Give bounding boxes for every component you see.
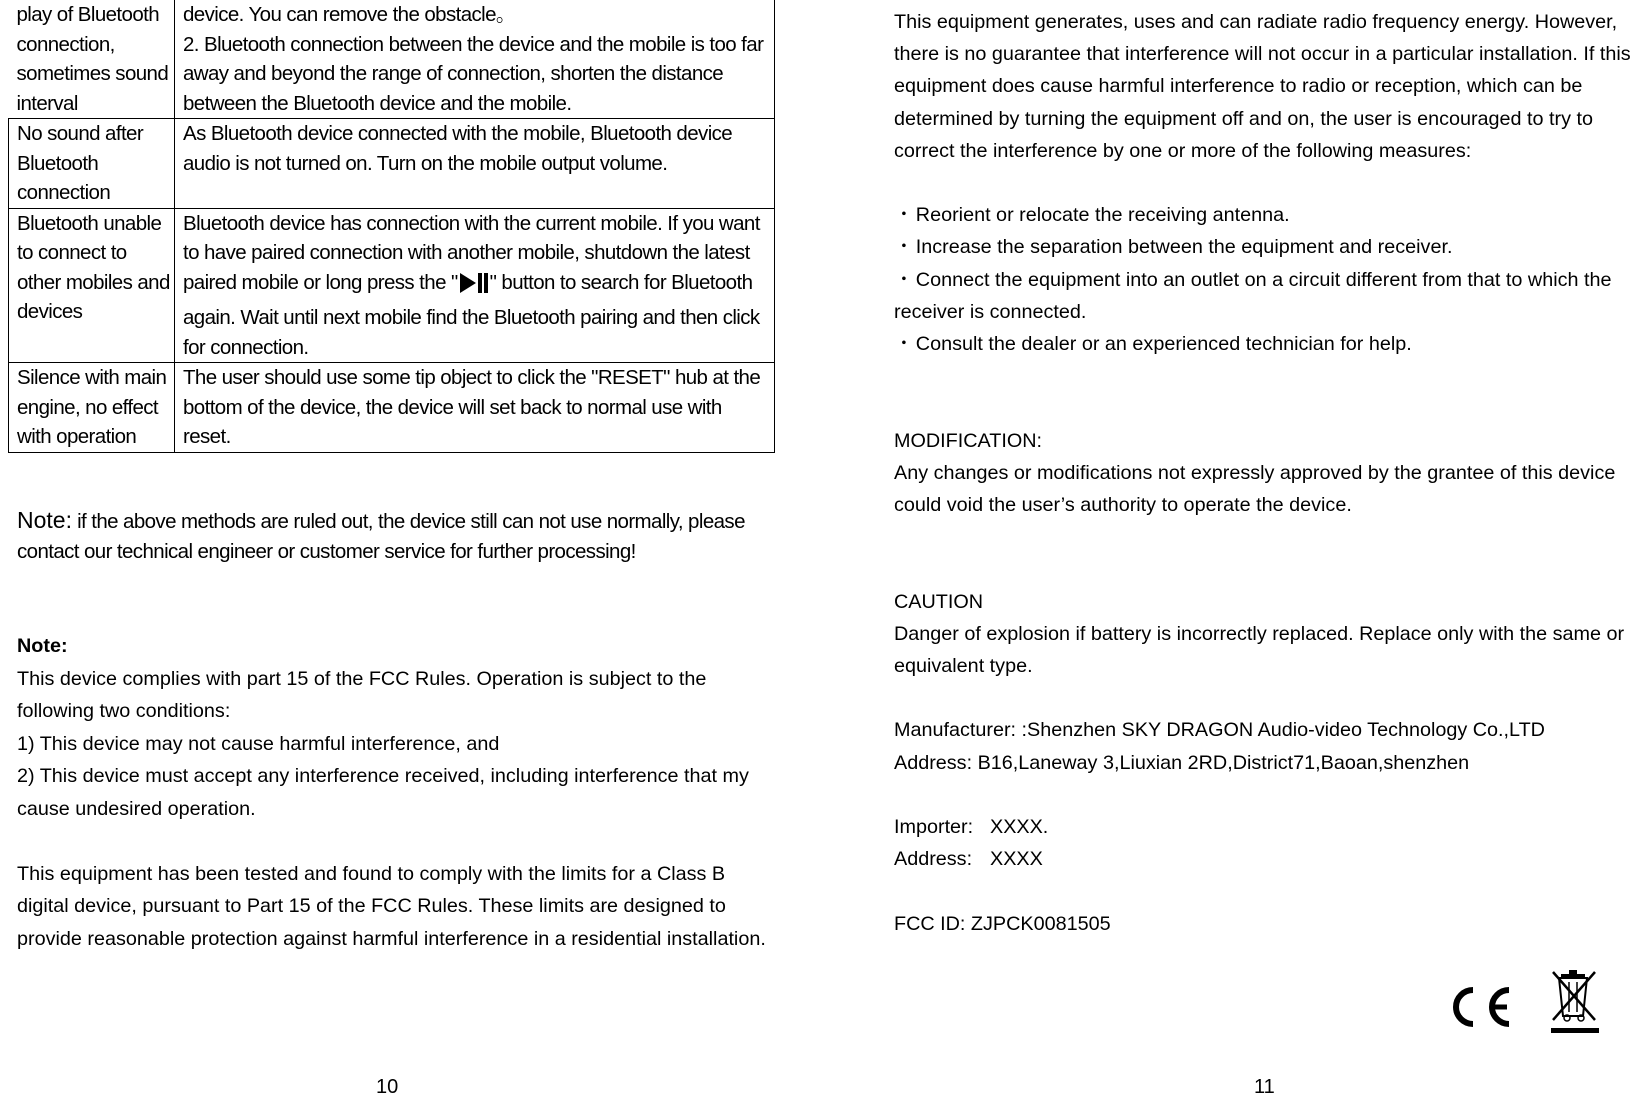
manufacturer-value: :Shenzhen SKY DRAGON Audio-video Technology Co.,LTD	[1016, 719, 1545, 742]
weee-crossed-bin-icon	[1547, 966, 1603, 1041]
problem-cell: play of Bluetooth connection, sometimes sound interval	[9, 0, 175, 119]
solution-text-after: " button to search for Bluetooth again. Wait until next mobile find the Bluetooth pairing and then click for connection.	[183, 270, 760, 359]
page-number: 11	[1254, 1076, 1275, 1098]
problem-cell: No sound after Bluetooth connection	[9, 119, 175, 209]
fcc-class-b-statement: This equipment has been tested and found to comply with the limits for a Class B digital device, pursuant to Part 15 of the FCC Rules. These limits are designed to provide reasonable protection against harmful interference in a residential installation.	[17, 862, 766, 950]
note-text: if the above methods are ruled out, the device still can not use normally, please contact our technical engineer or customer service for further processing!	[17, 510, 745, 563]
solution-cell: device. You can remove the obstacle。 2. Bluetooth connection between the device and the mobile is too far away and beyond the range of connection, shorten the distance between the Bluetooth device and the mobile.	[175, 0, 775, 119]
measure-item: ・ Increase the separation between the equipment and receiver.	[894, 231, 1634, 263]
right-page	[800, 0, 1636, 1101]
problem-cell: Silence with main engine, no effect with operation	[9, 363, 175, 453]
modification-heading: MODIFICATION:	[894, 429, 1042, 452]
importer-label: Importer:	[894, 815, 974, 838]
address-label: Address:	[894, 848, 973, 871]
solution-text-before: Bluetooth device has connection with the current mobile. If you want to have paired connection with another mobile, shutdown the latest paired mobile or long press the "	[183, 211, 760, 294]
note-label: Note:	[17, 507, 72, 533]
address-value: XXXX	[990, 848, 1043, 871]
fcc-note-heading: Note:	[17, 635, 68, 657]
manufacturer-address-line	[894, 747, 1634, 779]
manufacturer-label: Manufacturer:	[894, 719, 1017, 742]
table-row	[9, 0, 775, 119]
importer-address-line	[894, 843, 1634, 875]
ce-mark	[1441, 984, 1513, 1035]
caution-heading: CAUTION	[894, 590, 984, 613]
measure-item: ・ Connect the equipment into an outlet on a circuit different from that to which the receiver is connected.	[894, 264, 1634, 328]
fcc-intro: This device complies with part 15 of the FCC Rules. Operation is subject to the following two conditions:	[17, 667, 707, 722]
fcc-compliance-section	[17, 630, 777, 955]
interference-statement: This equipment generates, uses and can radiate radio frequency energy. However, there is no guarantee that interference will not occur in a particular installation. If this equipment does cause harmful interference to radio or reception, which can be determined by turning the equipment off and on, the user is encouraged to try to correct the interference by one or more of the following measures:	[894, 11, 1631, 162]
address-value: B16,Laneway 3,Liuxian 2RD,District71,Baoan,shenzhen	[972, 751, 1470, 774]
problem-cell: Bluetooth unable to connect to other mobiles and devices	[9, 208, 175, 363]
table-row	[9, 208, 775, 363]
importer-value: XXXX.	[990, 815, 1049, 838]
measure-item: ・ Reorient or relocate the receiving antenna.	[894, 199, 1634, 231]
fcc-id: FCC ID: ZJPCK0081505	[894, 912, 1111, 935]
measure-item: ・ Consult the dealer or an experienced technician for help.	[894, 328, 1634, 360]
fcc-condition-2: 2) This device must accept any interference received, including interference that my cause undesired operation.	[17, 765, 749, 820]
modification-text: Any changes or modifications not expressly approved by the grantee of this device could void the user’s authority to operate the device.	[894, 461, 1616, 516]
caution-text: Danger of explosion if battery is incorrectly replaced. Replace only with the same or equivalent type.	[894, 622, 1625, 677]
solution-cell: As Bluetooth device connected with the mobile, Bluetooth device audio is not turned on. Turn on the mobile output volume.	[175, 119, 775, 209]
fcc-condition-1: 1) This device may not cause harmful interference, and	[17, 732, 500, 755]
right-page-text	[894, 6, 1634, 940]
importer-line	[894, 811, 1634, 843]
manufacturer-line	[894, 714, 1634, 746]
solution-cell: The user should use some tip object to click the "RESET" hub at the bottom of the device, the device will set back to normal use with reset.	[175, 363, 775, 453]
table-row	[9, 119, 775, 209]
table-row	[9, 363, 775, 453]
solution-cell	[175, 208, 775, 363]
play-pause-icon	[459, 271, 489, 304]
address-label: Address:	[894, 751, 973, 774]
left-page	[0, 0, 800, 1101]
troubleshooting-table	[8, 0, 775, 453]
service-note	[17, 506, 767, 566]
page-number: 10	[376, 1076, 399, 1098]
